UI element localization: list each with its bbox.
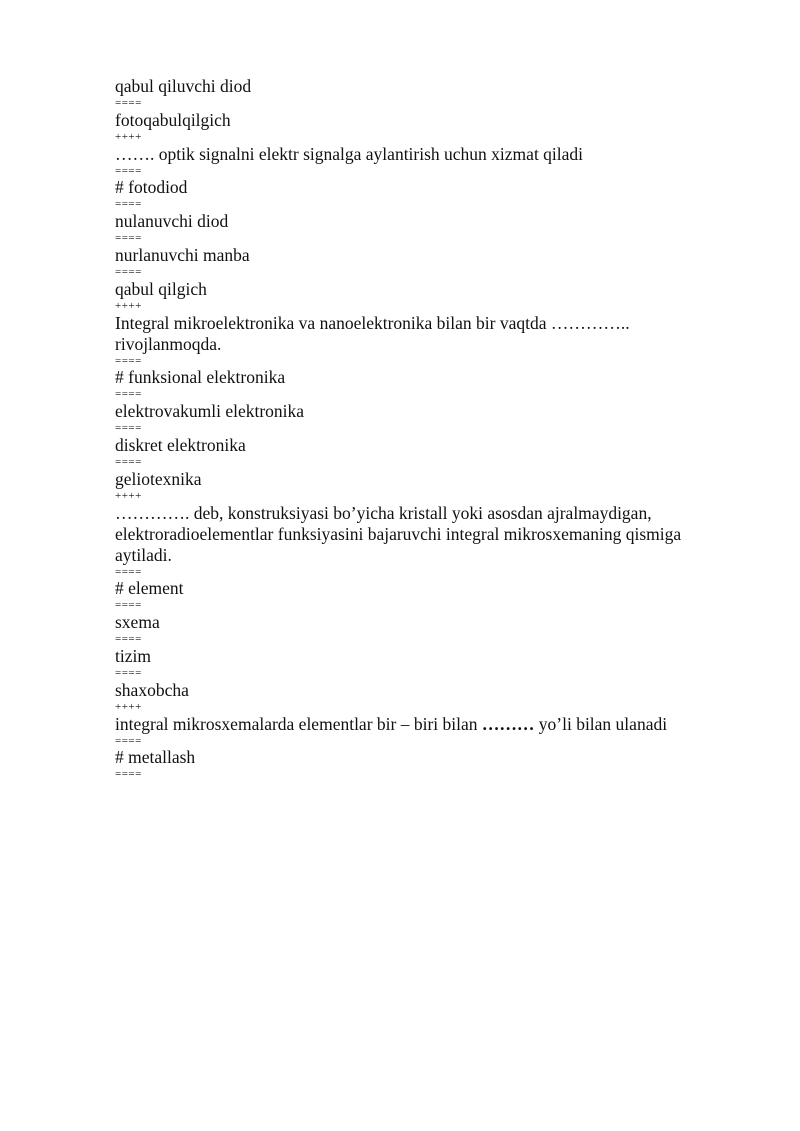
separator: ++++: [115, 700, 142, 713]
answer-option: sxema: [115, 612, 160, 633]
separator: ====: [115, 599, 142, 612]
text-line: fotoqabulqilgich: [115, 109, 231, 130]
separator: ====: [115, 565, 142, 578]
question-text: …………. deb, konstruksiyasi bo’yicha kristall yoki asosdan ajralmaydigan, elektroradioelementlar funksiyasini bajaruvchi integral mikrosxemaning qismiga aytiladi.: [115, 502, 682, 565]
separator: ====: [115, 768, 142, 781]
question-text-before: integral mikrosxemalarda elementlar bir – biri bilan: [115, 713, 482, 734]
separator: ====: [115, 422, 142, 435]
separator: ====: [115, 388, 142, 401]
separator: ====: [115, 354, 142, 367]
answer-option: qabul qilgich: [115, 278, 207, 299]
separator: ====: [115, 455, 142, 468]
blank-placeholder: ………: [481, 713, 535, 734]
separator: ++++: [115, 299, 142, 312]
separator: ++++: [115, 489, 142, 502]
question-text: [115, 714, 735, 735]
correct-answer: # fotodiod: [115, 177, 188, 198]
answer-option: nurlanuvchi manba: [115, 244, 250, 265]
separator: ====: [115, 97, 142, 109]
answer-option: elektrovakumli elektronika: [115, 401, 305, 422]
text-line: qabul qiluvchi diod: [115, 76, 252, 96]
separator: ====: [115, 232, 142, 245]
answer-option: shaxobcha: [115, 679, 189, 700]
document-page: [115, 76, 735, 781]
separator: ====: [115, 666, 142, 679]
correct-answer: # element: [115, 578, 184, 599]
separator: ====: [115, 734, 142, 747]
separator: ++++: [115, 130, 142, 143]
separator: ====: [115, 633, 142, 646]
question-text: ……. optik signalni elektr signalga aylantirish uchun xizmat qiladi: [115, 143, 584, 164]
correct-answer: # metallash: [115, 747, 196, 768]
answer-option: nulanuvchi diod: [115, 211, 229, 232]
answer-option: diskret elektronika: [115, 434, 246, 455]
separator: ====: [115, 198, 142, 211]
question-text: Integral mikroelektronika va nanoelektronika bilan bir vaqtda ………….. rivojlanmoqda.: [115, 312, 630, 354]
question-text-after: yo’li bilan ulanadi: [534, 713, 668, 734]
separator: ====: [115, 265, 142, 278]
answer-option: tizim: [115, 645, 151, 666]
separator: ====: [115, 164, 142, 177]
correct-answer: # funksional elektronika: [115, 367, 286, 388]
answer-option: geliotexnika: [115, 468, 202, 489]
